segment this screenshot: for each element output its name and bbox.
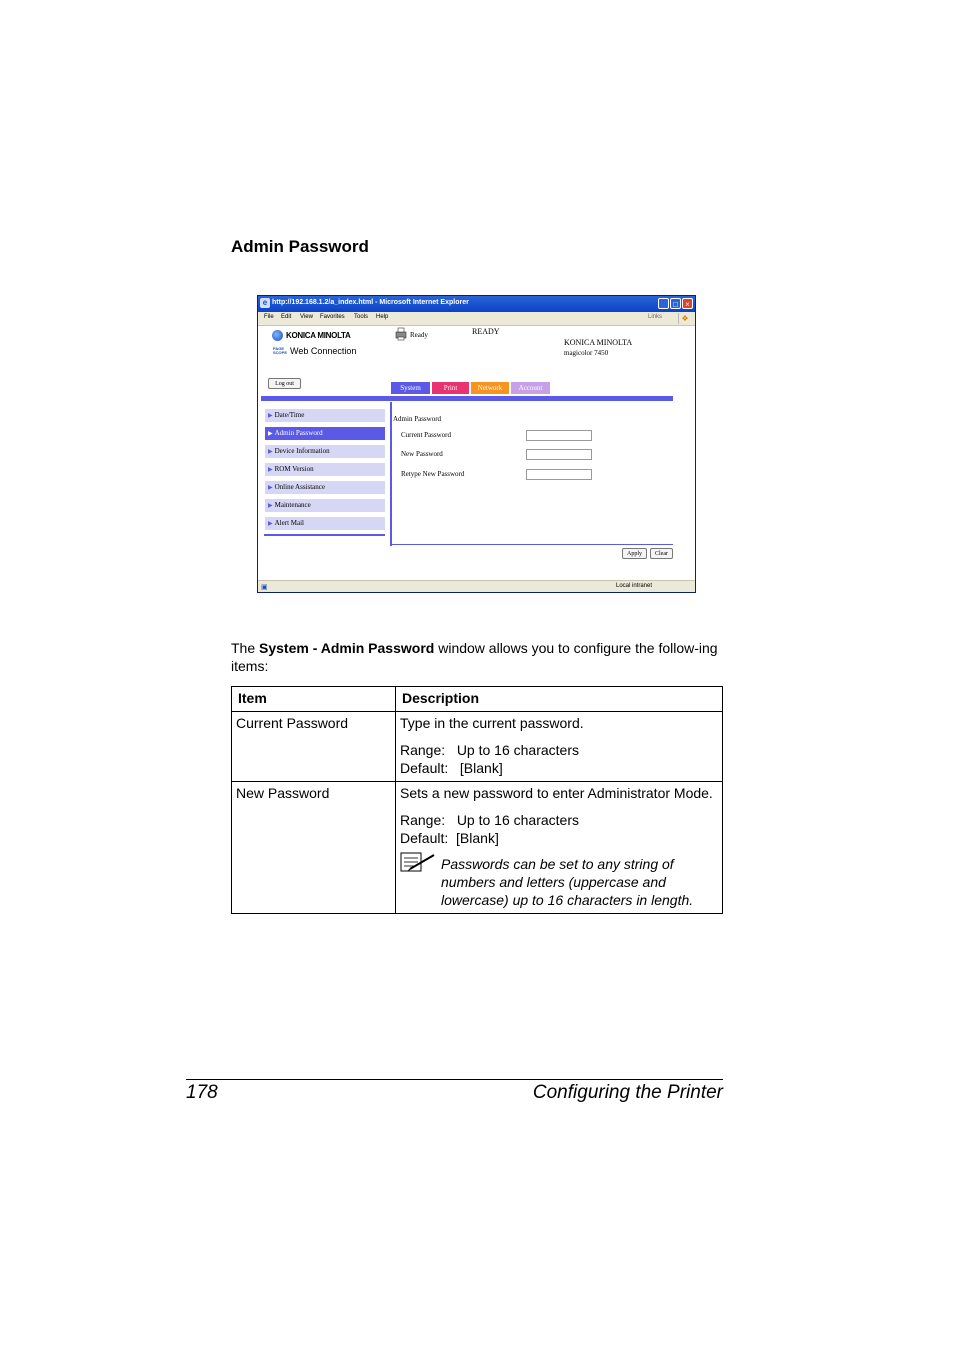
logout-button[interactable]: Log out xyxy=(268,378,301,389)
vertical-divider xyxy=(390,402,392,546)
row-description xyxy=(396,712,723,782)
menu-bar xyxy=(258,312,695,326)
description-text: Type in the current password. xyxy=(400,715,584,731)
current-password-label: Current Password xyxy=(401,431,451,439)
pagescope-logo xyxy=(273,346,356,356)
row-item xyxy=(232,712,396,782)
tab-band xyxy=(261,396,673,401)
retype-password-label: Retype New Password xyxy=(401,470,465,478)
arrow-icon: ▶ xyxy=(268,485,273,491)
ie-icon: e xyxy=(260,298,270,308)
note-text xyxy=(441,855,693,909)
menu-edit[interactable]: Edit xyxy=(281,314,292,320)
footer-section-title: Configuring the Printer xyxy=(532,1082,723,1103)
maximize-icon[interactable]: □ xyxy=(670,298,681,309)
row-description xyxy=(396,782,723,914)
window-title: http://192.168.1.2/a_index.html - Microsoft Internet Explorer xyxy=(272,299,469,306)
nav-label: Online Assistance xyxy=(274,483,325,491)
web-connection-text: Web Connection xyxy=(290,346,357,356)
nav-divider xyxy=(264,534,385,536)
new-password-label: New Password xyxy=(401,450,443,458)
nav-label: Date/Time xyxy=(274,411,305,419)
tab-print[interactable]: Print xyxy=(432,382,469,394)
range-text: Range: Up to 16 characters xyxy=(400,812,579,828)
nav-online-assistance[interactable] xyxy=(265,481,385,494)
page-icon: ▣ xyxy=(261,584,268,591)
item-text: New Password xyxy=(236,785,330,801)
konica-logo xyxy=(272,330,351,341)
intro-paragraph xyxy=(231,639,726,675)
item-text: Current Password xyxy=(236,715,349,731)
brand-name: KONICA MINOLTA xyxy=(564,338,633,347)
note-line: numbers and letters (uppercase and xyxy=(441,874,666,890)
row-item xyxy=(232,782,396,914)
status-ready: READY xyxy=(472,327,500,336)
title-bar xyxy=(258,296,695,312)
note xyxy=(400,852,718,909)
printer-icon xyxy=(394,327,408,341)
note-pencil-icon xyxy=(400,852,436,874)
intro-post: window allows you to configure the follow-ing items: xyxy=(231,640,718,674)
menu-file[interactable]: File xyxy=(264,314,274,320)
table-row xyxy=(232,712,723,782)
windows-flag-icon: ❖ xyxy=(678,313,691,324)
intro-bold: System - Admin Password xyxy=(259,640,435,656)
menu-favorites[interactable]: Favorites xyxy=(320,314,345,320)
arrow-icon: ▶ xyxy=(268,521,273,527)
nav-label: Maintenance xyxy=(274,501,311,509)
apply-button[interactable]: Apply xyxy=(622,548,647,559)
nav-device-information[interactable] xyxy=(265,445,385,458)
nav-label: Admin Password xyxy=(274,429,323,437)
status-bar xyxy=(258,580,695,593)
tab-account[interactable]: Account xyxy=(511,382,550,394)
page-number: 178 xyxy=(186,1082,218,1103)
status-ready-small: Ready xyxy=(410,331,428,339)
form-title: Admin Password xyxy=(393,415,442,423)
menu-help[interactable]: Help xyxy=(376,314,389,320)
model-name: magicolor 7450 xyxy=(564,349,609,357)
retype-password-input[interactable] xyxy=(526,469,592,480)
footer-rule xyxy=(186,1079,723,1080)
pagescope-mark: PAGE SCOPE xyxy=(273,346,288,355)
clear-button[interactable]: Clear xyxy=(650,548,673,559)
konica-logo-text: KONICA MINOLTA xyxy=(286,331,351,340)
nav-date-time[interactable] xyxy=(265,409,385,422)
description-text: Sets a new password to enter Administrator Mode. xyxy=(400,785,713,801)
arrow-icon: ▶ xyxy=(268,431,273,437)
intro-pre: The xyxy=(231,640,260,656)
range-text: Range: Up to 16 characters xyxy=(400,742,579,758)
nav-label: Alert Mail xyxy=(274,519,304,527)
nav-label: ROM Version xyxy=(274,465,314,473)
current-password-input[interactable] xyxy=(526,430,592,441)
default-text: Default: [Blank] xyxy=(400,760,503,776)
browser-window-screenshot xyxy=(257,295,696,593)
default-text: Default: [Blank] xyxy=(400,830,499,846)
nav-alert-mail[interactable] xyxy=(265,517,385,530)
close-icon[interactable]: × xyxy=(682,298,693,309)
tab-system[interactable]: System xyxy=(391,382,430,394)
table-row xyxy=(232,782,723,914)
menu-view[interactable]: View xyxy=(300,314,313,320)
section-heading: Admin Password xyxy=(231,237,369,256)
arrow-icon: ▶ xyxy=(268,449,273,455)
form-bottom-divider xyxy=(392,544,673,545)
items-table xyxy=(231,686,723,914)
nav-label: Device Information xyxy=(274,447,330,455)
menu-tools[interactable]: Tools xyxy=(354,314,369,320)
header-description: Description xyxy=(396,687,723,712)
globe-icon xyxy=(272,330,283,341)
new-password-input[interactable] xyxy=(526,449,592,460)
note-line: Passwords can be set to any string of xyxy=(441,856,674,872)
arrow-icon: ▶ xyxy=(268,467,273,473)
tab-network[interactable]: Network xyxy=(471,382,509,394)
status-zone: Local intranet xyxy=(616,583,653,589)
table-header-row xyxy=(232,687,723,712)
minimize-icon[interactable]: _ xyxy=(658,298,669,309)
header-item: Item xyxy=(232,687,396,712)
arrow-icon: ▶ xyxy=(268,503,273,509)
nav-rom-version[interactable] xyxy=(265,463,385,476)
note-line: lowercase) up to 16 characters in length. xyxy=(441,892,694,908)
nav-maintenance[interactable] xyxy=(265,499,385,512)
links-label[interactable]: Links xyxy=(648,314,663,320)
nav-admin-password[interactable] xyxy=(265,427,385,440)
arrow-icon: ▶ xyxy=(268,413,273,419)
